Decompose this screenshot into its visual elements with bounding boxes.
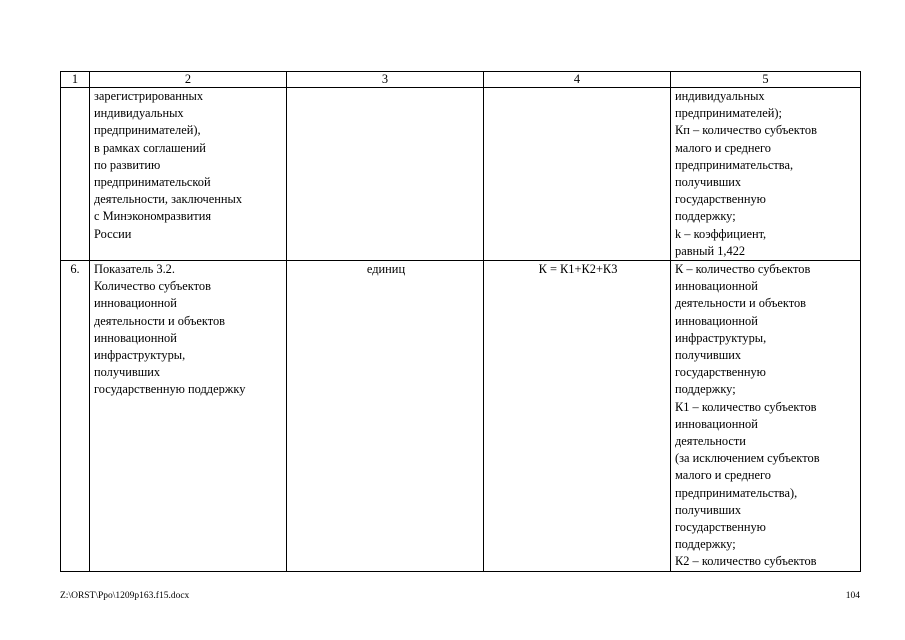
- description-cell: К – количество субъектов инновационной деятельности и объектов инновационной инфраструктуры, получивших государственную поддержку; К1 – количество субъектов инновационной деятельности (за исключением субъектов малого и среднего предпринимательства), получивших государственную поддержку; К2 – количество субъектов: [671, 261, 861, 572]
- indicator-name-cell: Показатель 3.2. Количество субъектов инновационной деятельности и объектов инновационной инфраструктуры, получивших государственную поддержку: [90, 261, 287, 572]
- column-header: 3: [287, 72, 484, 88]
- footer-file-path: Z:\ORST\Ppo\1209p163.f15.docx: [60, 591, 190, 601]
- column-header: 5: [671, 72, 861, 88]
- table-row: [61, 88, 861, 261]
- indicator-table: [60, 71, 861, 572]
- formula-cell: К = К1+К2+К3: [484, 261, 671, 572]
- formula-cell: [484, 88, 671, 261]
- column-header: 4: [484, 72, 671, 88]
- footer-page-number: 104: [845, 591, 860, 601]
- row-number-cell: [61, 88, 90, 261]
- column-header: 2: [90, 72, 287, 88]
- unit-cell: единиц: [287, 261, 484, 572]
- column-header: 1: [61, 72, 90, 88]
- indicator-name-cell: зарегистрированных индивидуальных предпринимателей), в рамках соглашений по развитию предпринимательской деятельности, заключенных с Минэкономразвития России: [90, 88, 287, 261]
- table-row: [61, 261, 861, 572]
- unit-cell: [287, 88, 484, 261]
- row-number-cell: 6.: [61, 261, 90, 572]
- description-cell: индивидуальных предпринимателей); Кп – количество субъектов малого и среднего предпринимательства, получивших государственную поддержку; k – коэффициент, равный 1,422: [671, 88, 861, 261]
- table-header-row: [61, 72, 861, 88]
